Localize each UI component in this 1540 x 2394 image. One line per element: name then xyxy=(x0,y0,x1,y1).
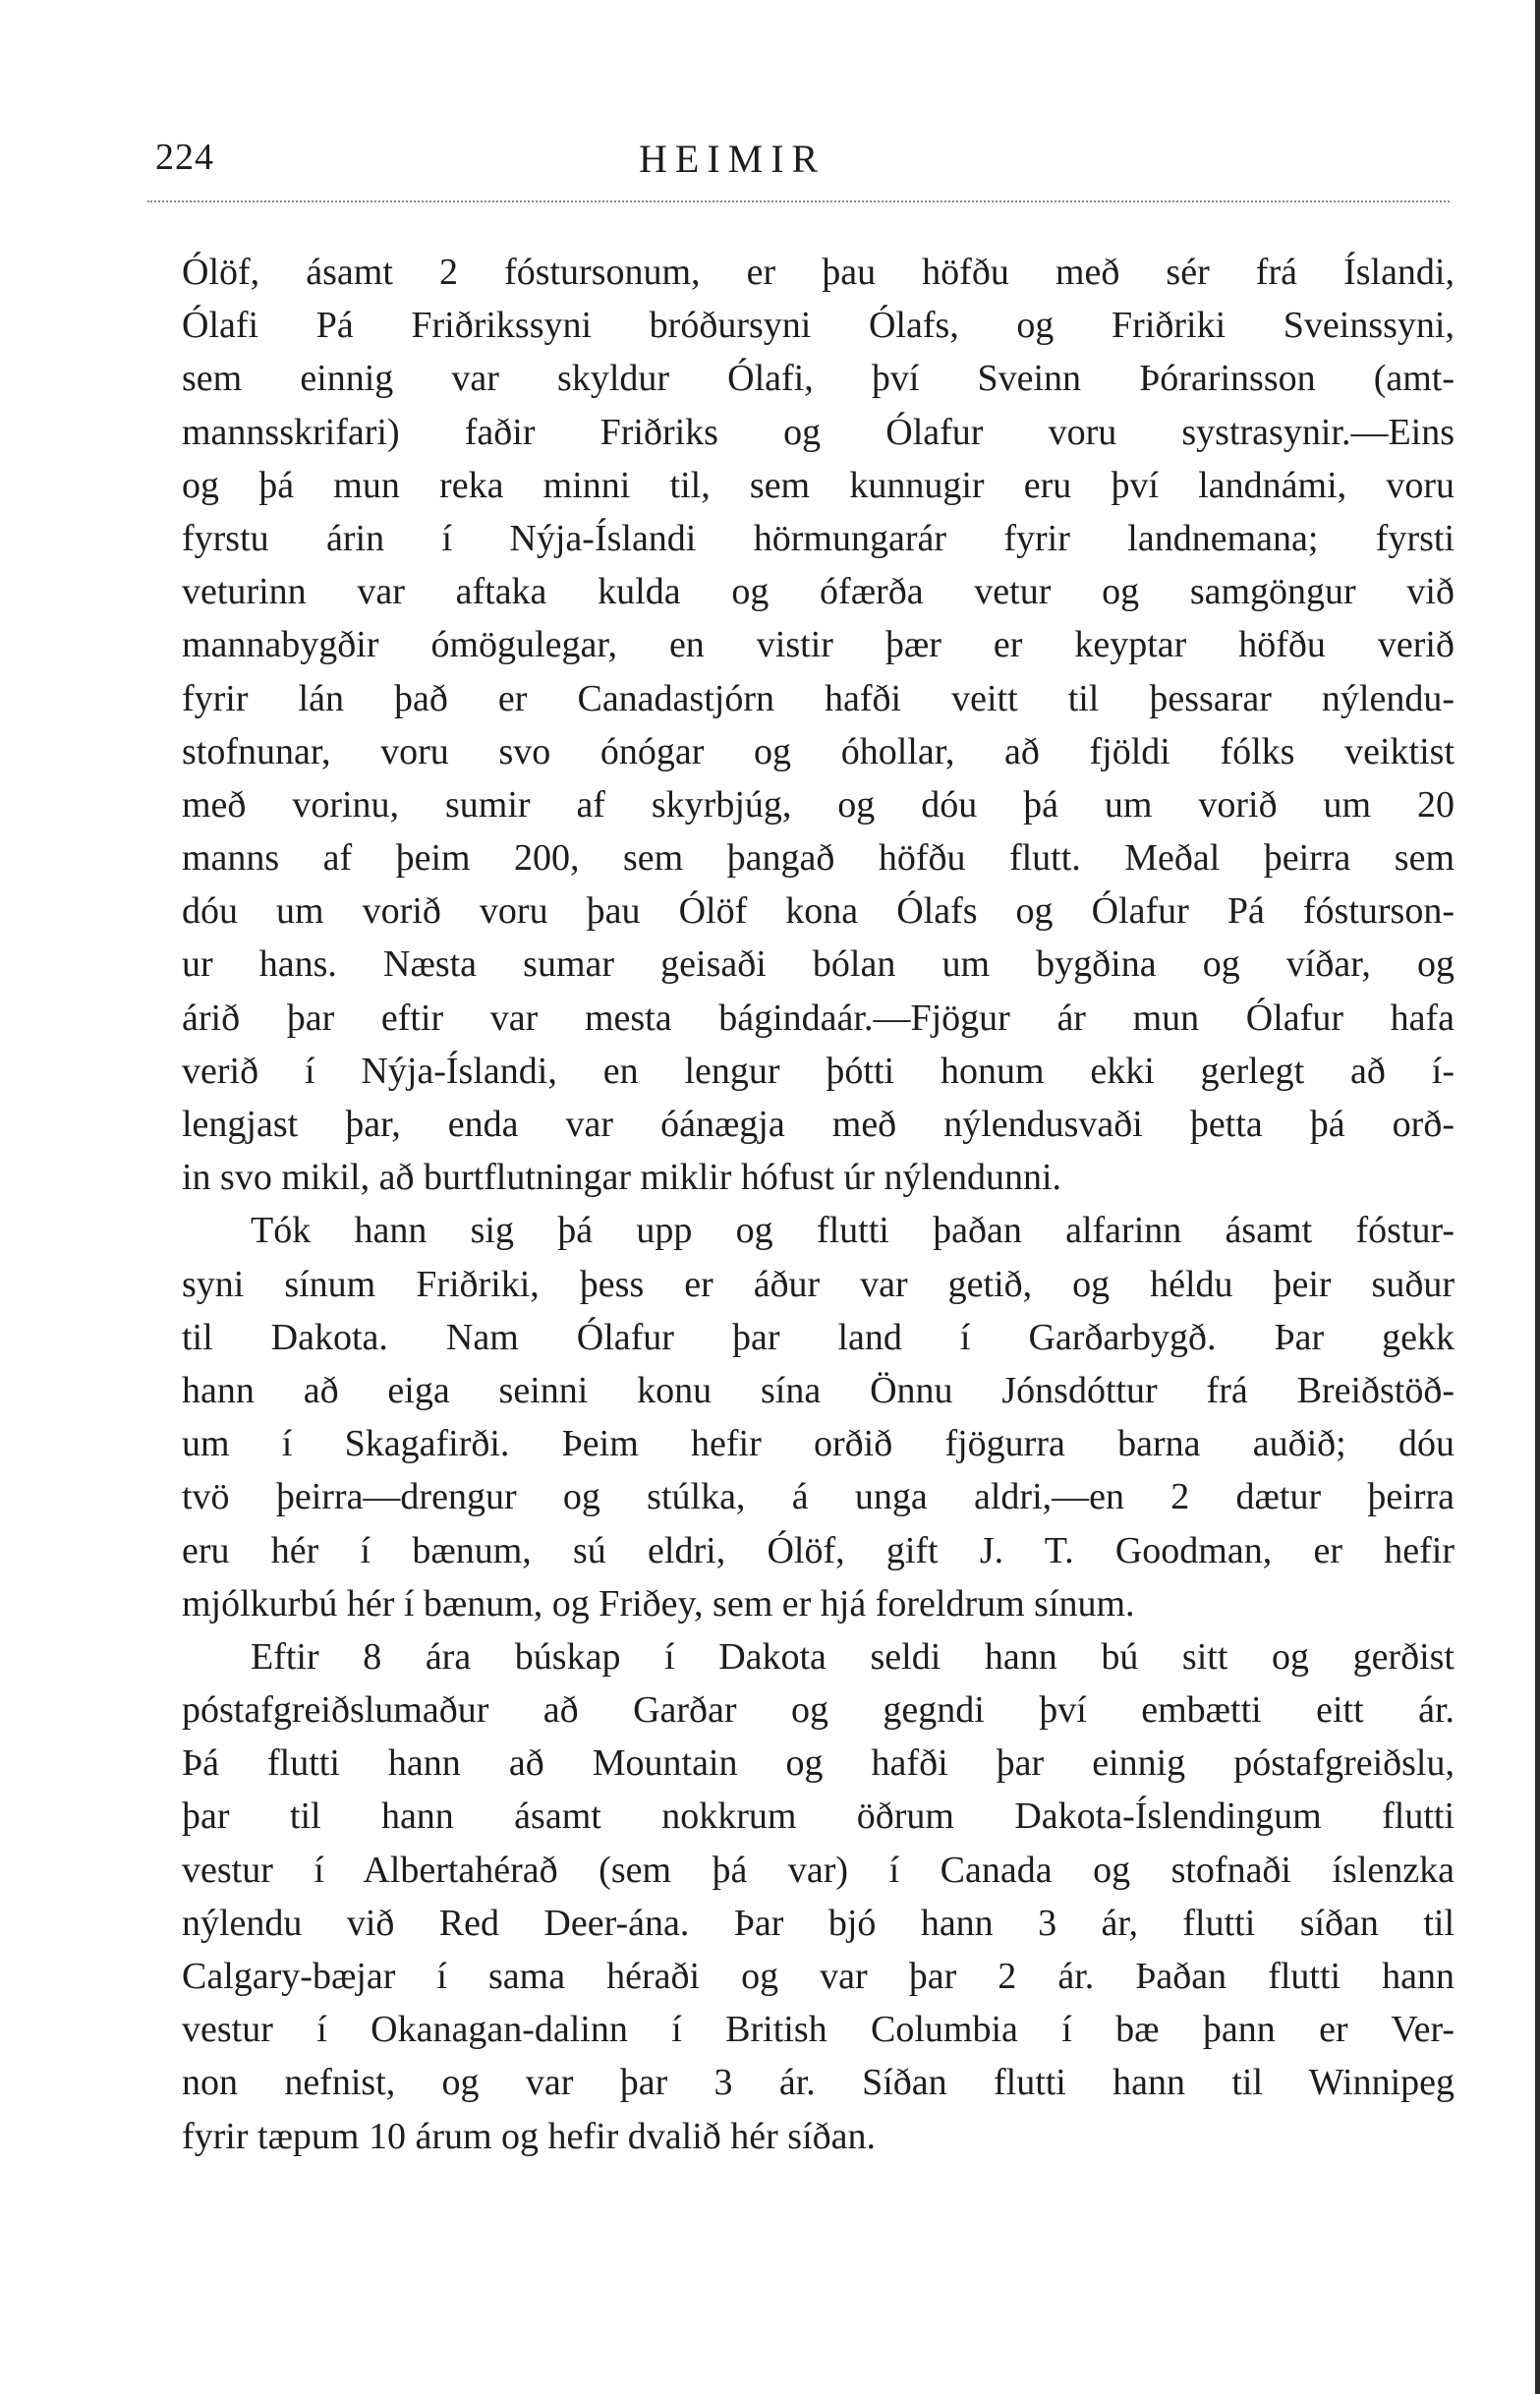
text-line: lengjast þar, enda var óánægja með nýlendusvaði þetta þá orð- xyxy=(182,1104,1454,1145)
scan-edge xyxy=(1535,0,1540,2394)
text-line: með vorinu, sumir af skyrbjúg, og dóu þá um vorið um 20 xyxy=(182,783,1454,826)
text-line: tvö þeirra—drengur og stúlka, á unga aldri,—en 2 dætur þeirra xyxy=(182,1476,1454,1518)
text-line: Eftir 8 ára búskap í Dakota seldi hann bú sitt og gerðist xyxy=(251,1635,1454,1678)
text-line: mannabygðir ómögulegar, en vistir þær er keyptar höfðu verið xyxy=(182,624,1454,666)
text-line: in svo mikil, að burtflutningar miklir hófust úr nýlendunni. xyxy=(182,1157,1062,1199)
text-line: fyrstu árin í Nýja-Íslandi hörmungarár fyrir landnemana; fyrsti xyxy=(182,517,1454,559)
text-line: vestur í Okanagan-dalinn í British Columbia í bæ þann er Ver- xyxy=(182,2009,1454,2051)
text-line: til Dakota. Nam Ólafur þar land í Garðarbygð. Þar gekk xyxy=(182,1316,1454,1358)
text-line: fyrir tæpum 10 árum og hefir dvalið hér síðan. xyxy=(182,2115,877,2157)
text-line: þar til hann ásamt nokkrum öðrum Dakota-Íslendingum flutti xyxy=(182,1796,1454,1838)
page-number: 224 xyxy=(155,137,214,178)
text-line: stofnunar, voru svo ónógar og óhollar, að fjöldi fólks veiktist xyxy=(182,730,1454,772)
text-line: veturinn var aftaka kulda og ófærða vetur og samgöngur við xyxy=(182,571,1454,613)
text-line: manns af þeim 200, sem þangað höfðu flutt. Meðal þeirra sem xyxy=(182,837,1454,880)
text-line: syni sínum Friðriki, þess er áður var getið, og héldu þeir suður xyxy=(182,1263,1454,1305)
text-line: mannsskrifari) faðir Friðriks og Ólafur voru systrasynir.—Eins xyxy=(182,411,1454,453)
text-line: og þá mun reka minni til, sem kunnugir eru því landnámi, voru xyxy=(182,464,1454,506)
text-line: Ólafi Pá Friðrikssyni bróðursyni Ólafs, og Friðriki Sveinssyni, xyxy=(182,305,1454,347)
text-line: póstafgreiðslumaður að Garðar og gegndi því embætti eitt ár. xyxy=(182,1689,1454,1732)
text-line: Þá flutti hann að Mountain og hafði þar einnig póstafgreiðslu, xyxy=(182,1742,1454,1785)
text-line: verið í Nýja-Íslandi, en lengur þótti honum ekki gerlegt að í- xyxy=(182,1050,1454,1092)
text-line: Ólöf, ásamt 2 fóstursonum, er þau höfðu með sér frá Íslandi, xyxy=(182,252,1454,293)
text-line: dóu um vorið voru þau Ólöf kona Ólafs og Ólafur Pá fósturson- xyxy=(182,890,1454,933)
text-line: hann að eiga seinni konu sína Önnu Jónsdóttur frá Breiðstöð- xyxy=(182,1369,1454,1411)
text-line: ur hans. Næsta sumar geisaði bólan um bygðina og víðar, og xyxy=(182,943,1454,986)
text-line: árið þar eftir var mesta bágindaár.—Fjögur ár mun Ólafur hafa xyxy=(182,997,1454,1039)
running-head: HEIMIR xyxy=(639,137,827,181)
page-header xyxy=(147,136,1454,195)
text-line: mjólkurbú hér í bænum, og Friðey, sem er hjá foreldrum sínum. xyxy=(182,1582,1135,1624)
text-line: nýlendu við Red Deer-ána. Þar bjó hann 3 ár, flutti síðan til xyxy=(182,1902,1454,1944)
text-line: Tók hann sig þá upp og flutti þaðan alfarinn ásamt fóstur- xyxy=(251,1210,1454,1252)
body-text xyxy=(182,246,1454,2163)
text-line: vestur í Albertahérað (sem þá var) í Canada og stofnaði íslenzka xyxy=(182,1849,1454,1891)
text-line: fyrir lán það er Canadastjórn hafði veitt til þessarar nýlendu- xyxy=(182,677,1454,719)
header-rule xyxy=(147,200,1450,202)
text-line: sem einnig var skyldur Ólafi, því Sveinn Þórarinsson (amt- xyxy=(182,358,1454,400)
text-line: Calgary-bæjar í sama héraði og var þar 2 ár. Þaðan flutti hann xyxy=(182,1956,1454,1997)
text-line: non nefnist, og var þar 3 ár. Síðan flutti hann til Winnipeg xyxy=(182,2062,1454,2104)
text-line: um í Skagafirði. Þeim hefir orðið fjögurra barna auðið; dóu xyxy=(182,1423,1454,1465)
text-line: eru hér í bænum, sú eldri, Ólöf, gift J. T. Goodman, er hefir xyxy=(182,1529,1454,1571)
